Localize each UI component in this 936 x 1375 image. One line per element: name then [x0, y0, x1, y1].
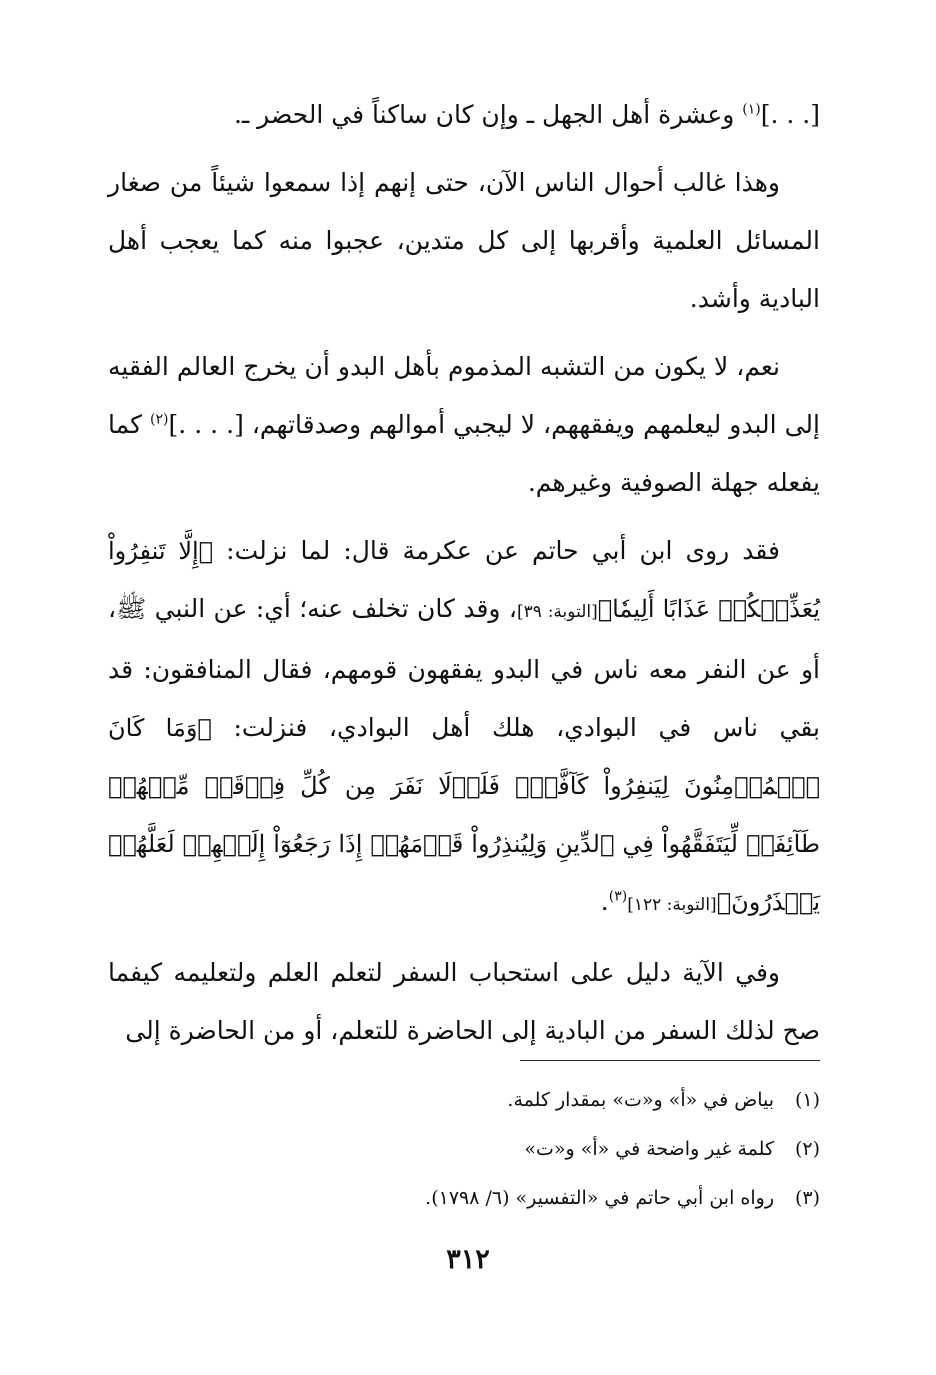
text-run: وفي الآية دليل على استحباب السفر لتعلم العلم ولتعليمه كيفما صح لذلك السفر من البادية إلى الحاضرة للتعلم، أو من الحاضرة إلى	[108, 958, 820, 1045]
paragraph	[108, 944, 820, 1060]
text-run: وهذا غالب أحوال الناس الآن، حتى إنهم إذا سمعوا شيئاً من صغار المسائل العلمية وأقربها إلى كل متدين، عجبوا منه كما يعجب أهل البادية وأشد.	[108, 168, 820, 313]
main-text	[108, 86, 820, 1070]
paragraph	[108, 522, 820, 934]
text-run: [. . .]	[760, 100, 820, 129]
text-run: كما يفعله جهلة الصوفية وغيرهم.	[108, 410, 820, 497]
text-run: فقد روى ابن أبي حاتم عن عكرمة قال: لما نزلت:	[213, 536, 780, 565]
footnote-text: كلمة غير واضحة في «أ» و«ت»	[524, 1138, 774, 1160]
footnote	[108, 1076, 820, 1125]
footnote-text: بياض في «أ» و«ت» بمقدار كلمة.	[507, 1089, 774, 1111]
footnote-number: (٣)	[794, 1187, 820, 1209]
text-run: ، وقد كان تخلف عنه؛ أي: عن النبي ﷺ، أو عن النفر معه ناس في البدو يفقهون قومهم، فقال المنافقون: قد بقي ناس في البوادي، هلك أهل البوادي، فنزلت:	[108, 594, 821, 742]
footnote-marker: (١)	[742, 101, 761, 118]
footnote-text: رواه ابن أبي حاتم في «التفسير» (٦/ ١٧٩٨).	[425, 1187, 774, 1209]
verse-reference: [التوبة: ٣٩]	[516, 602, 598, 622]
text-run: نعم، لا يكون من التشبه المذموم بأهل البدو أن يخرج العالم الفقيه إلى البدو ليعلمهم ويفقههم، لا ليجبي أموالهم وصدقاتهم، [. . . .]	[108, 352, 820, 439]
footnote	[108, 1174, 820, 1223]
footnote-marker: (٢)	[150, 411, 169, 428]
text-run: .	[600, 887, 609, 916]
verse-reference: [التوبة: ١٢٢]	[627, 895, 717, 915]
footnote-divider	[520, 1060, 820, 1061]
page-number: ٣١٢	[446, 1244, 490, 1275]
footnote-number: (١)	[794, 1089, 820, 1111]
footnote-number: (٢)	[794, 1138, 820, 1160]
text-run: وعشرة أهل الجهل ـ وإن كان ساكناً في الحضر ـ.	[233, 100, 743, 129]
paragraph	[108, 86, 820, 144]
quran-verse: ﴿إِلَّا تَنفِرُواْ يُعَذِّبۡكُمۡ عَذَابًا أَلِيمٗا﴾	[108, 537, 820, 623]
paragraph	[108, 338, 820, 512]
footnote	[108, 1125, 820, 1174]
paragraph	[108, 154, 820, 328]
footnotes	[108, 1076, 820, 1223]
footnote-marker: (٣)	[608, 888, 628, 905]
quran-verse: ﴿وَمَا كَانَ ٱلۡمُؤۡمِنُونَ لِيَنفِرُواْ كَآفَّةٗۚ فَلَوۡلَا نَفَرَ مِن كُلِّ فِرۡقَةٖ مِّنۡهُمۡ طَآئِفَةٞ لِّيَتَفَقَّهُواْ فِي ٱلدِّينِ وَلِيُنذِرُواْ قَوۡمَهُمۡ إِذَا رَجَعُوٓاْ إِلَيۡهِمۡ لَعَلَّهُمۡ يَحۡذَرُونَ﴾	[108, 714, 820, 916]
